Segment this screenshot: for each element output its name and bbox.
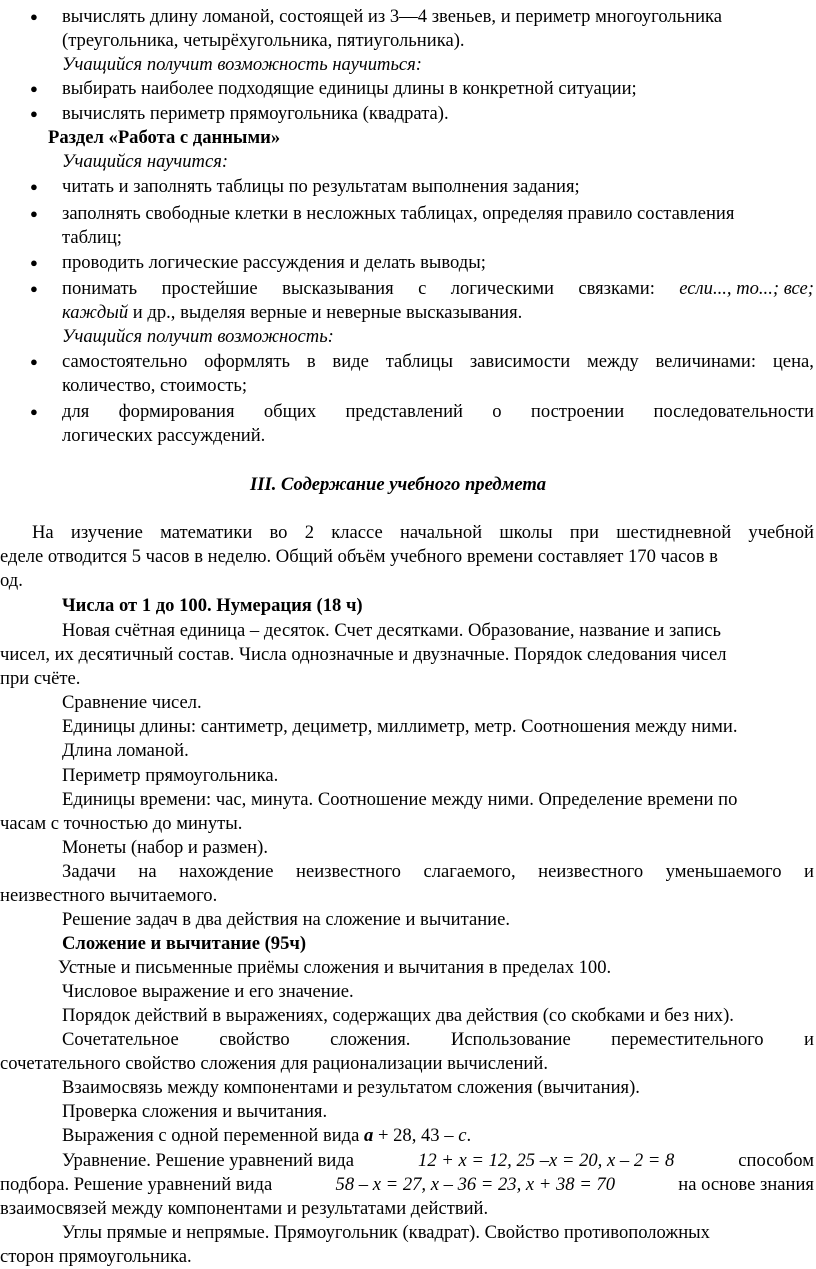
word: общих xyxy=(263,401,317,422)
word: уменьшаемого xyxy=(665,861,782,882)
text-run: способом xyxy=(738,1150,814,1171)
word: изучение xyxy=(70,522,143,543)
text-line: Монеты (набор и размен). xyxy=(62,837,268,858)
subheading-opportunity: Учащийся получит возможность научиться: xyxy=(62,54,422,75)
text-line: читать и заполнять таблицы по результатам выполнения задания; xyxy=(62,176,580,197)
text-line: Новая счётная единица – десяток. Счет десятками. Образование, название и запись xyxy=(62,620,721,641)
section-title: Раздел «Работа с данными» xyxy=(48,127,281,148)
subsection-title: Сложение и вычитание (95ч) xyxy=(62,933,307,954)
equation: 12 + х = 12, 25 –х = 20, х – 2 = 8 xyxy=(418,1150,675,1171)
word: начальной xyxy=(399,522,483,543)
text-line: Периметр прямоугольника. xyxy=(62,765,279,786)
word: высказывания xyxy=(282,278,394,299)
word: простейшие xyxy=(161,278,258,299)
text-line xyxy=(62,301,522,325)
word: переместительного xyxy=(611,1029,764,1050)
bullet-icon: ● xyxy=(30,179,38,194)
text-line: выбирать наиболее подходящие единицы длины в конкретной ситуации; xyxy=(62,78,637,99)
word: при xyxy=(569,522,599,543)
word: связками: xyxy=(578,278,655,299)
text-line: сочетательного свойство сложения для рационализации вычислений. xyxy=(0,1053,548,1074)
text-line-justified xyxy=(32,521,814,545)
equation: 58 – х = 27, х – 36 = 23, х + 38 = 70 xyxy=(335,1174,616,1195)
subsection-title: Числа от 1 до 100. Нумерация (18 ч) xyxy=(62,595,363,616)
subheading-opportunity: Учащийся получит возможность: xyxy=(62,326,334,347)
text-run: + 28, 43 – xyxy=(373,1125,459,1146)
text-line-justified xyxy=(62,1149,814,1173)
text-line xyxy=(62,1124,471,1148)
text-line: од. xyxy=(0,570,23,591)
text-line: еделе отводится 5 часов в неделю. Общий объём учебного времени составляет 170 часов в xyxy=(0,546,718,567)
text-line: Длина ломаной. xyxy=(62,740,189,761)
bullet-icon: ● xyxy=(30,354,38,369)
bullet-icon: ● xyxy=(30,9,38,24)
word: оформлять xyxy=(204,351,290,372)
text-line: сторон прямоугольника. xyxy=(0,1246,192,1267)
word: самостоятельно xyxy=(62,351,188,372)
word: понимать xyxy=(62,278,138,299)
text-line: неизвестного вычитаемого. xyxy=(0,885,218,906)
variable: а xyxy=(364,1125,374,1146)
word: и xyxy=(804,1029,814,1050)
text-line-justified xyxy=(62,1028,814,1052)
word: Использование xyxy=(450,1029,571,1050)
text-line: при счёте. xyxy=(0,668,81,689)
word: свойство xyxy=(219,1029,290,1050)
text-line: Решение задач в два действия на сложение и вычитание. xyxy=(62,909,511,930)
text-run: на основе знания xyxy=(678,1174,814,1195)
word: таблицы xyxy=(385,351,453,372)
word: во xyxy=(269,522,288,543)
word: сложения. xyxy=(330,1029,411,1050)
word: 2 xyxy=(304,522,314,543)
text-run: . xyxy=(466,1125,472,1146)
text-line: Взаимосвязь между компонентами и результатом сложения (вычитания). xyxy=(62,1077,640,1098)
word: неизвестного xyxy=(296,861,401,882)
bullet-icon: ● xyxy=(30,281,38,296)
italic-word: каждый xyxy=(62,302,129,323)
text-line: Порядок действий в выражениях, содержащих два действия (со скобками и без них). xyxy=(62,1005,734,1026)
word: классе xyxy=(331,522,383,543)
word: цена, xyxy=(772,351,814,372)
word: между xyxy=(587,351,639,372)
word: неизвестного xyxy=(538,861,644,882)
text-line-justified xyxy=(62,350,814,374)
text-line: заполнять свободные клетки в несложных таблицах, определяя правило составления xyxy=(62,203,735,224)
text-line: чисел, их десятичный состав. Числа однозначные и двузначные. Порядок следования чисел xyxy=(0,644,727,665)
text-line: Единицы времени: час, минута. Соотношение между ними. Определение времени по xyxy=(62,789,738,810)
word: нахождение xyxy=(179,861,274,882)
text-line: количество, стоимость; xyxy=(62,375,247,396)
text-line-justified xyxy=(0,1173,814,1197)
word: слагаемого, xyxy=(423,861,516,882)
word: для xyxy=(62,401,90,422)
word: построении xyxy=(530,401,625,422)
text-run: и др., выделяя верные и неверные высказывания. xyxy=(128,302,523,323)
text-line: логических рассуждений. xyxy=(62,425,266,446)
word: На xyxy=(32,522,54,543)
subheading-will-learn: Учащийся научится: xyxy=(62,151,229,172)
bullet-icon: ● xyxy=(30,81,38,96)
text-run: Выражения с одной переменной вида xyxy=(62,1125,365,1146)
text-line: Единицы длины: сантиметр, дециметр, миллиметр, метр. Соотношения между ними. xyxy=(62,716,738,737)
text-line: вычислять длину ломаной, состоящей из 3—4 звеньев, и периметр многоугольника xyxy=(62,6,723,27)
word: учебной xyxy=(748,522,814,543)
text-line: Числовое выражение и его значение. xyxy=(62,981,354,1002)
text-line: Устные и письменные приёмы сложения и вычитания в пределах 100. xyxy=(58,957,612,978)
text-line: Сравнение чисел. xyxy=(62,692,202,713)
text-line: вычислять периметр прямоугольника (квадрата). xyxy=(62,103,449,124)
text-line: таблиц; xyxy=(62,227,122,248)
variable: с xyxy=(458,1125,467,1146)
text-line: часам с точностью до минуты. xyxy=(0,813,243,834)
word: в xyxy=(306,351,316,372)
word: и xyxy=(804,861,814,882)
word: величинами: xyxy=(655,351,757,372)
word: зависимости xyxy=(469,351,571,372)
word: Сочетательное xyxy=(62,1029,179,1050)
text-line: Углы прямые и непрямые. Прямоугольник (квадрат). Свойство противоположных xyxy=(62,1222,710,1243)
section-heading: III. Содержание учебного предмета xyxy=(250,474,547,495)
word: шестидневной xyxy=(616,522,732,543)
word: последовательности xyxy=(653,401,814,422)
bullet-icon: ● xyxy=(30,206,38,221)
text-line: (треугольника, четырёхугольника, пятиугольника). xyxy=(62,30,465,51)
word: с xyxy=(418,278,427,299)
bullet-icon: ● xyxy=(30,404,38,419)
text-line: Проверка сложения и вычитания. xyxy=(62,1101,328,1122)
text-run: Уравнение. Решение уравнений вида xyxy=(62,1150,355,1171)
word: на xyxy=(138,861,157,882)
word: логическими xyxy=(450,278,554,299)
text-run: подбора. Решение уравнений вида xyxy=(0,1174,273,1195)
italic-words: если..., то...; все; xyxy=(679,278,814,299)
word: школы xyxy=(499,522,553,543)
bullet-icon: ● xyxy=(30,255,38,270)
word: формирования xyxy=(118,401,235,422)
word: Задачи xyxy=(62,861,116,882)
word: виде xyxy=(332,351,369,372)
word: математики xyxy=(160,522,253,543)
text-line: проводить логические рассуждения и делать выводы; xyxy=(62,252,486,273)
text-line-justified xyxy=(62,277,814,301)
text-line: взаимосвязей между компонентами и результатами действий. xyxy=(0,1198,489,1219)
word: представлений xyxy=(345,401,463,422)
word: о xyxy=(492,401,502,422)
bullet-icon: ● xyxy=(30,106,38,121)
text-line-justified xyxy=(62,400,814,424)
text-line-justified xyxy=(62,860,814,884)
